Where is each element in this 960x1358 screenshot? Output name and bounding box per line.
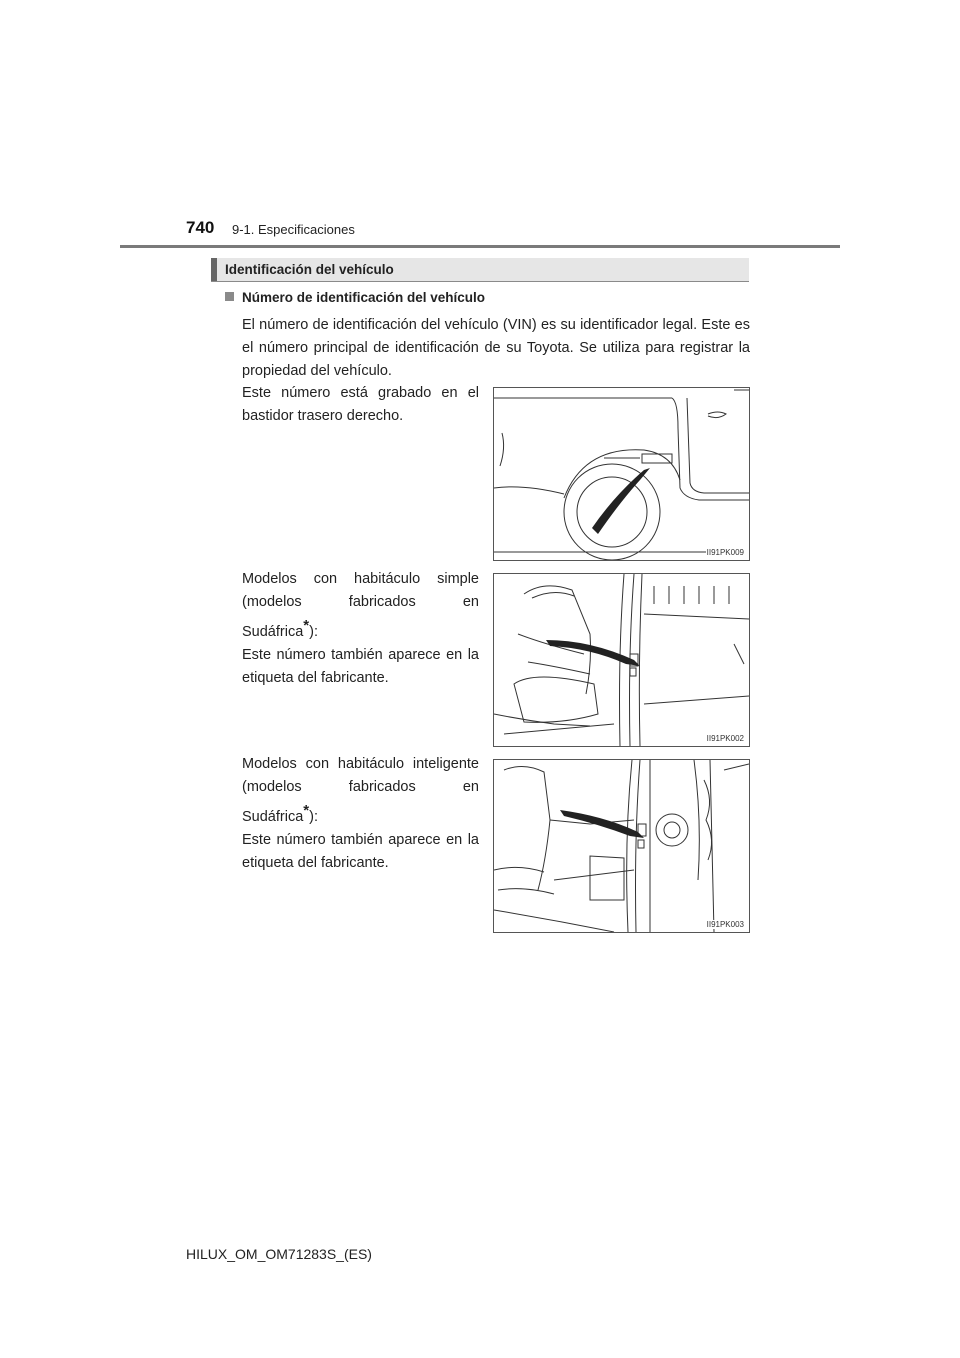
item2-text (242, 568, 479, 690)
item3-line3: Sudáfrica*): (242, 802, 318, 825)
item3-line1: Modelos con habitáculo inteligente (242, 756, 479, 772)
item2-line4: Este número también aparece en la etiqueta del fabricante. (242, 646, 479, 686)
page-number: 740 (186, 218, 215, 237)
asterisk-mark: * (303, 802, 310, 819)
section-heading-text: Identificación del vehículo (225, 262, 394, 277)
item1-text: Este número está grabado en el bastidor trasero derecho. (242, 385, 479, 424)
item3-line4: Este número también aparece en la etiqueta del fabricante. (242, 831, 479, 871)
subheading (225, 290, 485, 305)
single-cab-door-illustration (494, 574, 749, 746)
figure-code: II91PK002 (706, 734, 744, 743)
wheel-arch-illustration (494, 388, 749, 560)
item3-text (242, 753, 479, 875)
figure-single-cab (493, 573, 750, 747)
figure-code: II91PK009 (706, 548, 744, 557)
figure-wheel-arch (493, 387, 750, 561)
figure-code: II91PK003 (706, 920, 744, 929)
item3-line2: (modelos fabricados en (242, 779, 479, 795)
header-rule (120, 245, 840, 248)
asterisk-mark: * (303, 617, 310, 634)
intro-paragraph: El número de identificación del vehículo (VIN) es su identificador legal. Este es el número principal de identificación de su Toyota. Se utiliza para registrar la propiedad del vehículo. (242, 317, 750, 379)
subheading-text: Número de identificación del vehículo (242, 290, 486, 305)
document-code: HILUX_OM_OM71283S_(ES) (186, 1246, 372, 1262)
section-heading (211, 258, 749, 282)
item2-line3: Sudáfrica*): (242, 617, 318, 640)
square-bullet-icon (225, 292, 234, 301)
item2-line1: Modelos con habitáculo simple (242, 571, 479, 587)
heading-accent (211, 258, 217, 281)
section-title: 9-1. Especificaciones (232, 222, 355, 237)
smart-cab-door-illustration (494, 760, 749, 932)
item2-line2: (modelos fabricados en (242, 594, 479, 610)
figure-smart-cab (493, 759, 750, 933)
